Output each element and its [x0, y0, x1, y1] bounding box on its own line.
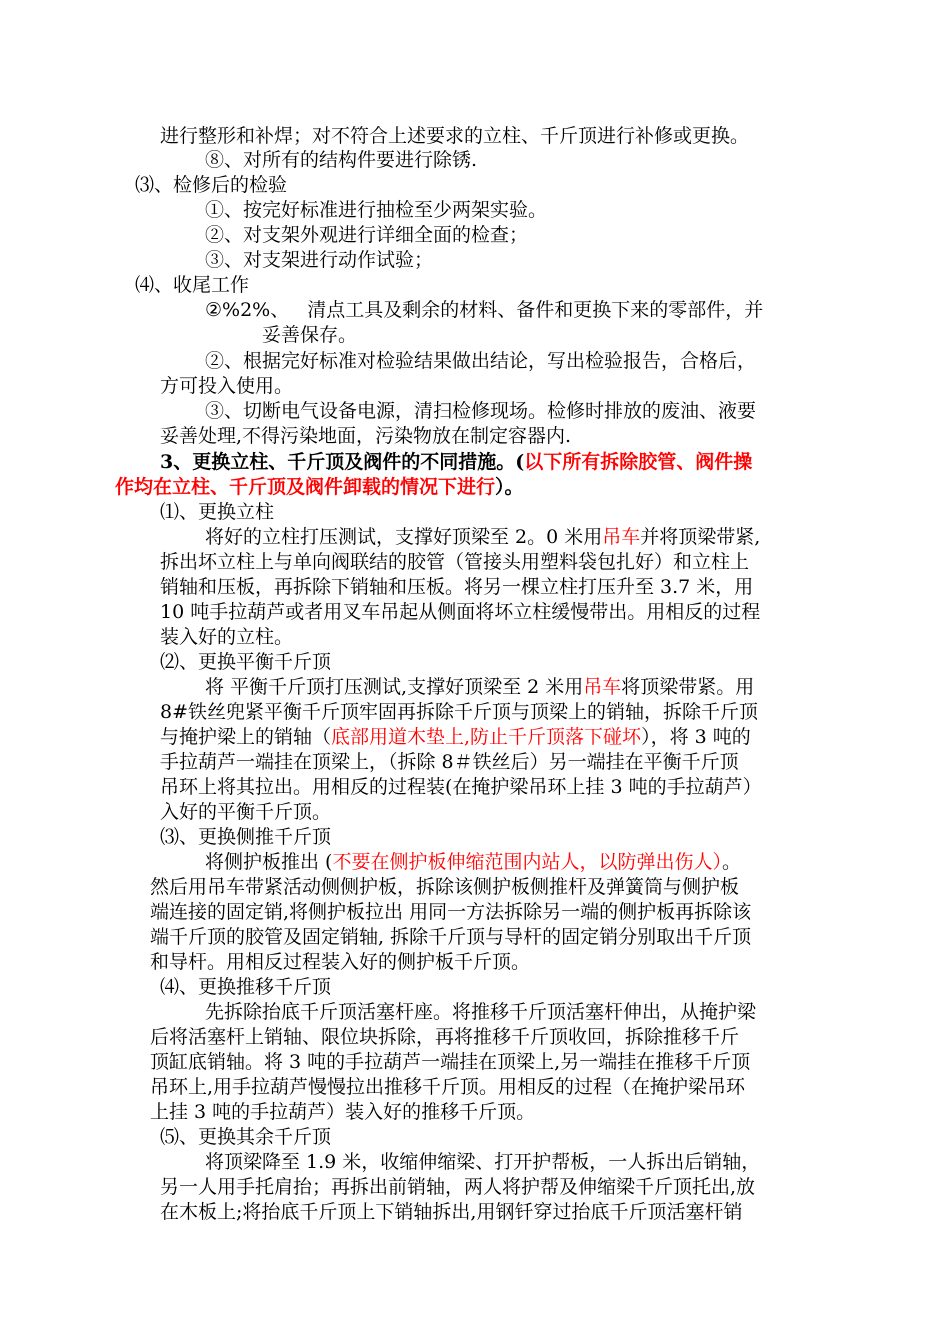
text-line-42: 将顶梁降至 1.9 米，收缩伸缩梁、打开护帮板，一人拆出后销轴， [205, 1151, 761, 1173]
text-line-12: ③、切断电气设备电源，清扫检修现场。检修时排放的废油、液要 [205, 400, 757, 422]
text-line-8: ②%2%、 清点工具及剩余的材料、备件和更换下来的零部件，并 [205, 299, 764, 321]
section-heading-3: ⑶、检修后的检验 [135, 174, 288, 196]
subsection-heading-4: ⑷、更换推移千斤顶 [160, 976, 332, 998]
text-line-1: 进行整形和补焊；对不符合上述要求的立柱、千斤顶进行补修或更换。 [160, 125, 750, 147]
subsection-heading-5: ⑸、更换其余千斤顶 [160, 1126, 332, 1148]
section-heading-3-title: 3、更换立柱、千斤顶及阀件的不同措施。(以下所有拆除胶管、阀件操 [160, 451, 753, 473]
text-line-43: 另一人用手托肩抬；再拆出前销轴，两人将护帮及伸缩梁千斤顶托出,放 [160, 1176, 756, 1198]
text-line-18: 拆出坏立柱上与单向阀联结的胶管（管接头用塑料袋包扎好）和立柱上 [160, 551, 750, 573]
text-line-26: 手拉葫芦一端挂在顶梁上，（拆除 8＃铁丝后）另一端挂在平衡千斤顶 [160, 751, 739, 773]
text-line-5: ②、对支架外观进行详细全面的检查； [205, 224, 529, 246]
text-line-10: ②、根据完好标准对检验结果做出结论，写出检验报告，合格后， [205, 350, 757, 372]
text-line-9: 妥善保存。 [262, 324, 358, 346]
text-line-6: ③、对支架进行动作试验； [205, 249, 434, 271]
text-line-34: 和导杆。用相反过程装入好的侧护板千斤顶。 [150, 951, 531, 973]
subsection-heading-1: ⑴、更换立柱 [160, 501, 275, 523]
text-line-30: 将侧护板推出 (不要在侧护板伸缩范围内站人，以防弹出伤人）。 [205, 851, 741, 873]
subsection-heading-3: ⑶、更换侧推千斤顶 [160, 826, 332, 848]
text-line-31: 然后用吊车带紧活动侧侧护板，拆除该侧护板侧推杆及弹簧筒与侧护板 [150, 876, 740, 898]
text-line-20: 10 吨手拉葫芦或者用叉车吊起从侧面将坏立柱缓慢带出。用相反的过程 [160, 601, 761, 623]
text-line-25: 与掩护梁上的销轴（底部用道木垫上,防止千斤顶落下碰坏），将 3 吨的 [160, 726, 751, 748]
text-line-36: 先拆除抬底千斤顶活塞杆座。将推移千斤顶活塞杆伸出，从掩护梁 [205, 1001, 757, 1023]
section-heading-3-title-cont: 作均在立柱、千斤顶及阀件卸载的情况下进行）。 [115, 476, 524, 498]
text-line-44: 在木板上;将抬底千斤顶上下销轴拆出,用钢钎穿过抬底千斤顶活塞杆销 [160, 1201, 743, 1223]
text-line-28: 入好的平衡千斤顶。 [160, 801, 332, 823]
text-line-4: ①、按完好标准进行抽检至少两架实验。 [205, 199, 548, 221]
text-line-33: 端千斤顶的胶管及固定销轴, 拆除千斤顶与导杆的固定销分别取出千斤顶 [150, 926, 752, 948]
text-line-23: 将 平衡千斤顶打压测试,支撑好顶梁至 2 米用吊车将顶梁带紧。用 [205, 676, 755, 698]
text-line-11: 方可投入使用。 [160, 375, 294, 397]
text-line-37: 后将活塞杆上销轴、限位块拆除，再将推移千斤顶收回，拆除推移千斤 [150, 1026, 740, 1048]
section-heading-4: ⑷、收尾工作 [135, 274, 250, 296]
text-line-19: 销轴和压板，再拆除下销轴和压板。将另一棵立柱打压升至 3.7 米，用 [160, 576, 754, 598]
text-line-24: 8#铁丝兜紧平衡千斤顶牢固再拆除千斤顶与顶梁上的销轴，拆除千斤顶 [160, 701, 759, 723]
text-line-13: 妥善处理,不得污染地面，污染物放在制定容器内. [160, 425, 572, 447]
text-line-27: 吊环上将其拉出。用相反的过程装(在掩护梁吊环上挂 3 吨的手拉葫芦） [160, 776, 762, 798]
text-line-17: 将好的立柱打压测试，支撑好顶梁至 2。0 米用吊车并将顶梁带紧, [205, 526, 761, 548]
text-line-39: 吊环上,用手拉葫芦慢慢拉出推移千斤顶。用相反的过程（在掩护梁吊环 [150, 1076, 746, 1098]
text-line-2: ⑧、对所有的结构件要进行除锈. [205, 149, 478, 171]
subsection-heading-2: ⑵、更换平衡千斤顶 [160, 651, 332, 673]
text-line-40: 上挂 3 吨的手拉葫芦）装入好的推移千斤顶。 [150, 1101, 536, 1123]
text-line-38: 顶缸底销轴。将 3 吨的手拉葫芦一端挂在顶梁上,另一端挂在推移千斤顶 [150, 1051, 751, 1073]
text-line-32: 端连接的固定销,将侧护板拉出 用同一方法拆除另一端的侧护板再拆除该 [150, 901, 752, 923]
text-line-21: 装入好的立柱。 [160, 626, 294, 648]
